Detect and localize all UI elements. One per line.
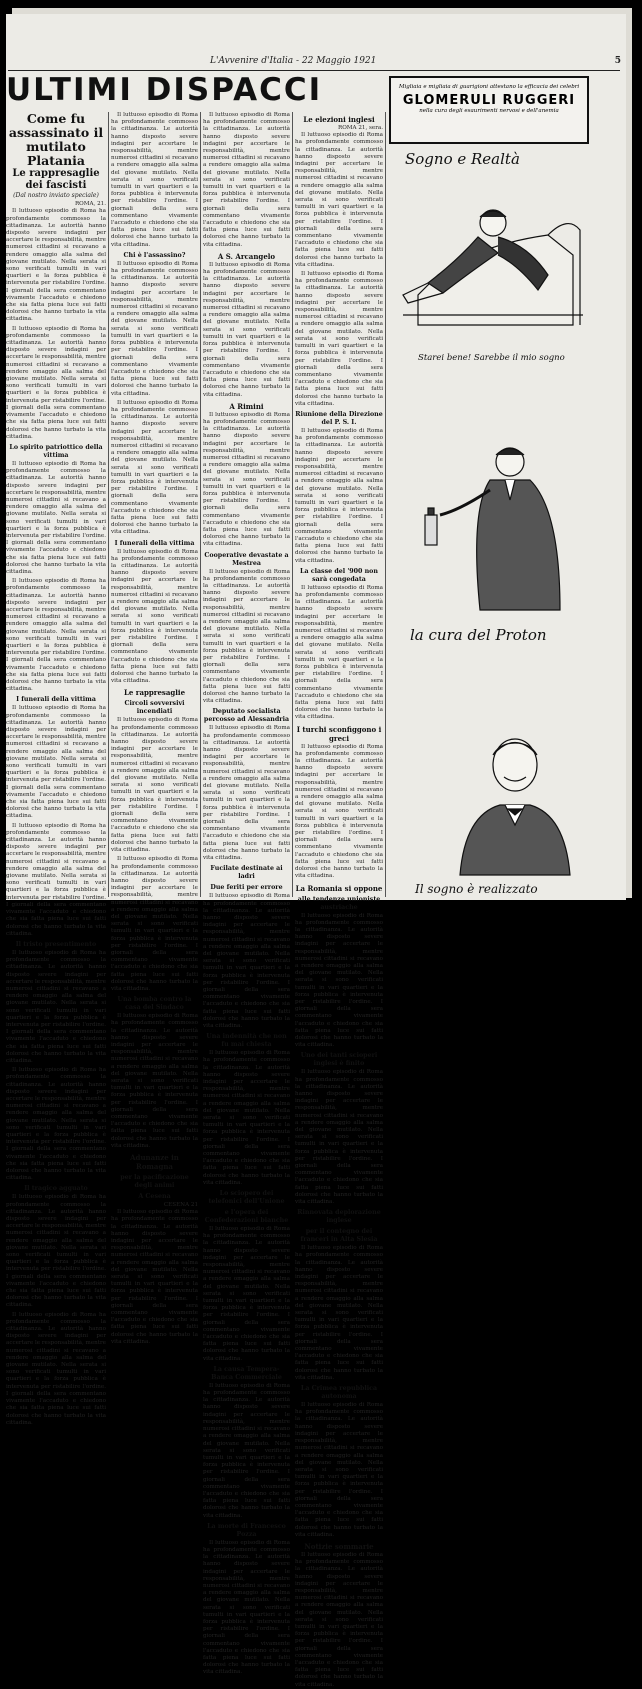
article-text: Il luttuoso episodio di Roma ha profondamente commosso la cittadinanza. Le autorità hanno disposto severe indagini per accertare le responsabilità, mentre numerosi cittadini si recavano a rendere omaggio alla salma del giovane mutilato. Nella serata si sono verificati tumulti in vari quartieri e la forza pubblica è intervenuta per ristabilire l'ordine. I giornali della sera commentano vivamente l'accaduto e chiedono che sia fatta piena luce sui fatti dolorosi che hanno turbato la vita cittadina. <box>6 1067 106 1182</box>
smiling-man-illustration <box>440 725 590 880</box>
section-heading: Le elezioni inglesi <box>303 115 375 124</box>
article-text: Il luttuoso episodio di Roma ha profondamente commosso la cittadinanza. Le autorità hanno disposto severe indagini per accertare le responsabilità, mentre numerosi cittadini si recavano a rendere omaggio alla salma del giovane mutilato. Nella serata si sono verificati tumulti in vari quartieri e la forza pubblica è intervenuta per ristabilire l'ordine. I giornali della sera commentano vivamente l'accaduto e chiedono che sia fatta piena luce sui fatti dolorosi che hanno turbato la vita cittadina. <box>111 548 198 685</box>
article-text: Il luttuoso episodio di Roma ha profondamente commosso la cittadinanza. Le autorità hanno disposto severe indagini per accertare le responsabilità, mentre numerosi cittadini si recavano a rendere omaggio alla salma del giovane mutilato. Nella serata si sono verificati tumulti in vari quartieri e la forza pubblica è intervenuta per ristabilire l'ordine. I giornali della sera commentano vivamente l'accaduto e chiedono che sia fatta piena luce sui fatti dolorosi che hanno turbato la vita cittadina. <box>295 1551 383 1688</box>
section-heading: Lo spirito patriottico della vittima <box>9 443 103 459</box>
ad-caption-2: la cura del Proton <box>410 626 547 644</box>
section-heading: Lo sciopero dei telefonici dell'Unione <box>208 1190 285 1206</box>
article-text: Il luttuoso episodio di Roma ha profondamente commosso la cittadinanza. Le autorità hanno disposto severe indagini per accertare le responsabilità, mentre numerosi cittadini si recavano a rendere omaggio alla salma del giovane mutilato. Nella serata si sono verificati tumulti in vari quartieri e la forza pubblica è intervenuta per ristabilire l'ordine. I giornali della sera commentano vivamente l'accaduto e chiedono che sia fatta piena luce sui fatti dolorosi che hanno turbato la vita cittadina. <box>203 1539 290 1676</box>
ad-top-line: Migliaia e migliaia di guarigioni attestano la efficacia dei celebri <box>398 84 580 90</box>
article-text: Il luttuoso episodio di Roma ha profondamente commosso la cittadinanza. Le autorità hanno disposto severe indagini per accertare le responsabilità, mentre numerosi cittadini si recavano a rendere omaggio alla salma del giovane mutilato. Nella serata si sono verificati tumulti in vari quartieri e la forza pubblica è intervenuta per ristabilire l'ordine. I giornali della sera commentano vivamente l'accaduto e chiedono che sia fatta piena luce sui fatti dolorosi che hanno turbato la vita cittadina. <box>295 912 383 1049</box>
article-text: Il luttuoso episodio di Roma ha profondamente commosso la cittadinanza. Le autorità hanno disposto severe indagini per accertare le responsabilità, mentre numerosi cittadini si recavano a rendere omaggio alla salma del giovane mutilato. Nella serata si sono verificati tumulti in vari quartieri e la forza pubblica è intervenuta per ristabilire l'ordine. I giornali della sera commentano vivamente l'accaduto e chiedono che sia fatta piena luce sui fatti dolorosi che hanno turbato la vita cittadina. <box>111 260 198 397</box>
reclining-man-illustration <box>398 175 588 350</box>
section-heading: A Cesena <box>138 1193 171 1201</box>
column-rule <box>108 112 109 897</box>
article-text: Il luttuoso episodio di Roma ha profondamente commosso la cittadinanza. Le autorità hanno disposto severe indagini per accertare le responsabilità, mentre numerosi cittadini si recavano a rendere omaggio alla salma del giovane mutilato. Nella serata si sono verificati tumulti in vari quartieri e la forza pubblica è intervenuta per ristabilire l'ordine. I giornali della sera commentano vivamente l'accaduto e chiedono che sia fatta piena luce sui fatti dolorosi che hanno turbato la vita cittadina. <box>6 208 106 323</box>
column-rule <box>200 112 201 897</box>
article-text: Il luttuoso episodio di Roma ha profondamente commosso la cittadinanza. Le autorità hanno disposto severe indagini per accertare le responsabilità, mentre numerosi cittadini si recavano a rendere omaggio alla salma del giovane mutilato. Nella serata si sono verificati tumulti in vari quartieri e la forza pubblica è intervenuta per ristabilire l'ordine. I giornali della sera commentano vivamente l'accaduto e chiedono che sia fatta piena luce sui fatti dolorosi che hanno turbato la vita cittadina. <box>203 725 290 862</box>
article-text: Il luttuoso episodio di Roma ha profondamente commosso la cittadinanza. Le autorità hanno disposto severe indagini per accertare le responsabilità, mentre numerosi cittadini si recavano a rendere omaggio alla salma del giovane mutilato. Nella serata si sono verificati tumulti in vari quartieri e la forza pubblica è intervenuta per ristabilire l'ordine. I giornali della sera commentano vivamente l'accaduto e chiedono che sia fatta piena luce sui fatti dolorosi che hanno turbato la vita cittadina. <box>295 427 383 564</box>
page-header <box>10 56 625 68</box>
section-heading: Le rappresaglie <box>123 688 186 698</box>
section-heading: I turchi sconfiggono i greci <box>296 724 382 743</box>
article-text: Il luttuoso episodio di Roma ha profondamente commosso la cittadinanza. Le autorità hanno disposto severe indagini per accertare le responsabilità, mentre numerosi cittadini si recavano a rendere omaggio alla salma del giovane mutilato. Nella serata si sono verificati tumulti in vari quartieri e la forza pubblica è intervenuta per ristabilire l'ordine. I giornali della sera commentano vivamente l'accaduto e chiedono che sia fatta piena luce sui fatti dolorosi che hanno turbato la vita cittadina. <box>203 568 290 705</box>
dateline: CESENA 21 <box>163 1202 198 1209</box>
article-text: Il luttuoso episodio di Roma ha profondamente commosso la cittadinanza. Le autorità hanno disposto severe indagini per accertare le responsabilità, mentre numerosi cittadini si recavano a rendere omaggio alla salma del giovane mutilato. Nella serata si sono verificati tumulti in vari quartieri e la forza pubblica è intervenuta per ristabilire l'ordine. I giornali della sera commentano vivamente l'accaduto e chiedono che sia fatta piena luce sui fatti dolorosi che hanno turbato la vita cittadina. <box>295 1069 383 1206</box>
section-heading: Una bomba contro la casa del Sindaco <box>117 996 192 1012</box>
article-text: Il luttuoso episodio di Roma ha profondamente commosso la cittadinanza. Le autorità hanno disposto severe indagini per accertare le responsabilità, mentre numerosi cittadini si recavano a rendere omaggio alla salma del giovane mutilato. Nella serata si sono verificati tumulti in vari quartieri e la forza pubblica è intervenuta per ristabilire l'ordine. I giornali della sera commentano vivamente l'accaduto e chiedono che sia fatta piena luce sui fatti dolorosi che hanno turbato la vita cittadina. <box>6 460 106 575</box>
article-text: Il luttuoso episodio di Roma ha profondamente commosso la cittadinanza. Le autorità hanno disposto severe indagini per accertare le responsabilità, mentre numerosi cittadini si recavano a rendere omaggio alla salma del giovane mutilato. Nella serata si sono verificati tumulti in vari quartieri e la forza pubblica è intervenuta per ristabilire l'ordine. I giornali della sera commentano vivamente l'accaduto e chiedono che sia fatta piena luce sui fatti dolorosi che hanno turbato la vita cittadina. <box>6 705 106 820</box>
section-heading: Fucilate destinate ai ladri <box>210 865 283 881</box>
article-text: Il luttuoso episodio di Roma ha profondamente commosso la cittadinanza. Le autorità hanno disposto severe indagini per accertare le responsabilità, mentre numerosi cittadini si recavano a rendere omaggio alla salma del giovane mutilato. Nella serata si sono verificati tumulti in vari quartieri e la forza pubblica è intervenuta per ristabilire l'ordine. I giornali della sera commentano vivamente l'accaduto e chiedono che sia fatta piena luce sui fatti dolorosi che hanno turbato la vita cittadina. <box>6 1194 106 1309</box>
main-subheadline: Le rappresaglie dei fascisti <box>12 168 100 191</box>
ad-caption-top: Sogno e Realtà <box>405 150 520 168</box>
section-heading: La Crimea repubblica autonoma <box>300 1385 378 1401</box>
article-text: Il luttuoso episodio di Roma ha profondamente commosso la cittadinanza. Le autorità hanno disposto severe indagini per accertare le responsabilità, mentre numerosi cittadini si recavano a rendere omaggio alla salma del giovane mutilato. Nella serata si sono verificati tumulti in vari quartieri e la forza pubblica è intervenuta per ristabilire l'ordine. I giornali della sera commentano vivamente l'accaduto e chiedono che sia fatta piena luce sui fatti dolorosi che hanno turbato la vita cittadina. <box>111 717 198 854</box>
section-heading: Deputato socialista percosso ad Alessandria <box>203 708 290 724</box>
section-heading: Notizie sommarie <box>304 1541 374 1551</box>
article-text: Il luttuoso episodio di Roma ha profondamente commosso la cittadinanza. Le autorità hanno disposto severe indagini per accertare le responsabilità, mentre numerosi cittadini si recavano a rendere omaggio alla salma del giovane mutilato. Nella serata si sono verificati tumulti in vari quartieri e la forza pubblica è intervenuta per ristabilire l'ordine. I giornali della sera commentano vivamente l'accaduto e chiedono che sia fatta piena luce sui fatti dolorosi che hanno turbato la vita cittadina. <box>6 822 106 937</box>
article-text: Il luttuoso episodio di Roma ha profondamente commosso la cittadinanza. Le autorità hanno disposto severe indagini per accertare le responsabilità, mentre numerosi cittadini si recavano a rendere omaggio alla salma del giovane mutilato. Nella serata si sono verificati tumulti in vari quartieri e la forza pubblica è intervenuta per ristabilire l'ordine. I giornali della sera commentano vivamente l'accaduto e chiedono che sia fatta piena luce sui fatti dolorosi che hanno turbato la vita cittadina. <box>295 1402 383 1538</box>
article-text: Il luttuoso episodio di Roma ha profondamente commosso la cittadinanza. Le autorità hanno disposto severe indagini per accertare le responsabilità, mentre numerosi cittadini si recavano a rendere omaggio alla salma del giovane mutilato. Nella serata si sono verificati tumulti in vari quartieri e la forza pubblica è intervenuta per ristabilire l'ordine. I giornali della sera commentano vivamente l'accaduto e chiedono che sia fatta piena luce sui fatti dolorosi che hanno turbato la vita cittadina. <box>6 578 106 693</box>
main-headline: Come fu assassinato il mutilato Platania <box>8 111 104 168</box>
article-text: Il luttuoso episodio di Roma ha profondamente commosso la cittadinanza. Le autorità hanno disposto severe indagini per accertare le responsabilità, mentre numerosi cittadini si recavano a rendere omaggio alla salma del giovane mutilato. Nella serata si sono verificati tumulti in vari quartieri e la forza pubblica è intervenuta per ristabilire l'ordine. I giornali della sera commentano vivamente l'accaduto e chiedono che sia fatta piena luce sui fatti dolorosi che hanno turbato la vita cittadina. <box>203 1226 290 1362</box>
article-text: Il luttuoso episodio di Roma ha profondamente commosso la cittadinanza. Le autorità hanno disposto severe indagini per accertare le responsabilità, mentre numerosi cittadini si recavano a rendere omaggio alla salma del giovane mutilato. Nella serata si sono verificati tumulti in vari quartieri e la forza pubblica è intervenuta per ristabilire l'ordine. I giornali della sera commentano vivamente l'accaduto e chiedono che sia fatta piena luce sui fatti dolorosi che hanno turbato la vita cittadina. <box>295 1245 383 1381</box>
section-heading: Il tristo presentimento <box>15 940 97 948</box>
article-text: Il luttuoso episodio di Roma ha profondamente commosso la cittadinanza. Le autorità hanno disposto severe indagini per accertare le responsabilità, mentre numerosi cittadini si recavano a rendere omaggio alla salma del giovane mutilato. Nella serata si sono verificati tumulti in vari quartieri e la forza pubblica è intervenuta per ristabilire l'ordine. I giornali della sera commentano vivamente l'accaduto e chiedono che sia fatta piena luce sui fatti dolorosi che hanno turbato la vita cittadina. <box>295 132 383 268</box>
article-text: Il luttuoso episodio di Roma ha profondamente commosso la cittadinanza. Le autorità hanno disposto severe indagini per accertare le responsabilità, mentre numerosi cittadini si recavano a rendere omaggio alla salma del giovane mutilato. Nella serata si sono verificati tumulti in vari quartieri e la forza pubblica è intervenuta per ristabilire l'ordine. I giornali della sera commentano vivamente l'accaduto e chiedono che sia fatta piena luce sui fatti dolorosi che hanno turbato la vita cittadina. <box>203 112 290 248</box>
section-heading: Adunanze in Romagna <box>130 1153 179 1172</box>
article-text: Il luttuoso episodio di Roma ha profondamente commosso la cittadinanza. Le autorità hanno disposto severe indagini per accertare le responsabilità, mentre numerosi cittadini si recavano a rendere omaggio alla salma del giovane mutilato. Nella serata si sono verificati tumulti in vari quartieri e la forza pubblica è intervenuta per ristabilire l'ordine. I giornali della sera commentano vivamente l'accaduto e chiedono che sia fatta piena luce sui fatti dolorosi che hanno turbato la vita cittadina. <box>6 325 106 440</box>
section-subheading: alle tendenze unioniste austriache <box>297 895 381 911</box>
man-with-bottle-illustration <box>410 440 580 615</box>
ad-brand: GLOMERULI RUGGERI <box>402 93 576 108</box>
column-4 <box>295 112 383 1688</box>
ad-header-box <box>389 76 589 144</box>
article-text: Il luttuoso episodio di Roma ha profondamente commosso la cittadinanza. Le autorità hanno disposto severe indagini per accertare le responsabilità, mentre numerosi cittadini si recavano a rendere omaggio alla salma del giovane mutilato. Nella serata si sono verificati tumulti in vari quartieri e la forza pubblica è intervenuta per ristabilire l'ordine. I giornali della sera commentano vivamente l'accaduto e chiedono che sia fatta piena luce sui fatti dolorosi che hanno turbato la vita cittadina. <box>295 271 383 407</box>
article-text: Il luttuoso episodio di Roma ha profondamente commosso la cittadinanza. Le autorità hanno disposto severe indagini per accertare le responsabilità, mentre numerosi cittadini si recavano a rendere omaggio alla salma del giovane mutilato. Nella serata si sono verificati tumulti in vari quartieri e la forza pubblica è intervenuta per ristabilire l'ordine. I giornali della sera commentano vivamente l'accaduto e chiedono che sia fatta piena luce sui fatti dolorosi che hanno turbato la vita cittadina. <box>111 399 198 536</box>
section-subheading: e l'opera dei Confederazioni bianche <box>204 1209 289 1225</box>
ad-bottom-line: nella cura degli esaurimenti nervosi e dell'anemia <box>419 108 559 114</box>
article-text: Il luttuoso episodio di Roma ha profondamente commosso la cittadinanza. Le autorità hanno disposto severe indagini per accertare le responsabilità, mentre numerosi cittadini si recavano a rendere omaggio alla salma del giovane mutilato. Nella serata si sono verificati tumulti in vari quartieri e la forza pubblica è intervenuta per ristabilire l'ordine. I giornali della sera commentano vivamente l'accaduto e chiedono che sia fatta piena luce sui fatti dolorosi che hanno turbato la vita cittadina. <box>295 584 383 721</box>
section-subheading: per il contegno dei franceri in Alta Slesia <box>300 1228 378 1244</box>
column-rule <box>385 112 386 897</box>
section-heading: La Romania si oppone <box>295 883 383 893</box>
column-1 <box>6 111 106 1426</box>
section-heading: Uno dei tanti scioperi inglesi è finito <box>300 1052 378 1068</box>
article-text: Il luttuoso episodio di Roma ha profondamente commosso la cittadinanza. Le autorità hanno disposto severe indagini per accertare le responsabilità, mentre numerosi cittadini si recavano a rendere omaggio alla salma del giovane mutilato. Nella serata si sono verificati tumulti in vari quartieri e la forza pubblica è intervenuta per ristabilire l'ordine. I giornali della sera commentano vivamente l'accaduto e chiedono che sia fatta piena luce sui fatti dolorosi che hanno turbato la vita cittadina. <box>203 1050 290 1186</box>
article-text: Il luttuoso episodio di Roma ha profondamente commosso la cittadinanza. Le autorità hanno disposto severe indagini per accertare le responsabilità, mentre numerosi cittadini si recavano a rendere omaggio alla salma del giovane mutilato. Nella serata si sono verificati tumulti in vari quartieri e la forza pubblica è intervenuta per ristabilire l'ordine. I giornali della sera commentano vivamente l'accaduto e chiedono che sia fatta piena luce sui fatti dolorosi che hanno turbato la vita cittadina. <box>111 856 198 992</box>
article-text: Il luttuoso episodio di Roma ha profondamente commosso la cittadinanza. Le autorità hanno disposto severe indagini per accertare le responsabilità, mentre numerosi cittadini si recavano a rendere omaggio alla salma del giovane mutilato. Nella serata si sono verificati tumulti in vari quartieri e la forza pubblica è intervenuta per ristabilire l'ordine. I giornali della sera commentano vivamente l'accaduto e chiedono che sia fatta piena luce sui fatti dolorosi che hanno turbato la vita cittadina. <box>111 1209 198 1345</box>
dateline: ROMA 21, sera. <box>338 125 383 131</box>
column-2 <box>111 112 198 1345</box>
section-heading: Chi è l'assassino? <box>123 251 186 259</box>
section-heading: A S. Arcangelo <box>217 251 276 261</box>
ad-caption-1: Starei bene! Sarebbe il mio sogno <box>418 353 565 363</box>
section-heading: La morte di Francesco Pozza <box>207 1522 286 1538</box>
dateline: ROMA, 21. <box>74 201 106 208</box>
section-heading: Una indennità che non fu mai chiesta <box>206 1033 287 1049</box>
page-number: 5 <box>614 56 621 66</box>
section-heading: I funerali della vittima <box>114 539 195 547</box>
article-text: Il luttuoso episodio di Roma ha profondamente commosso la cittadinanza. Le autorità hanno disposto severe indagini per accertare le responsabilità, mentre numerosi cittadini si recavano a rendere omaggio alla salma del giovane mutilato. Nella serata si sono verificati tumulti in vari quartieri e la forza pubblica è intervenuta per ristabilire l'ordine. I giornali della sera commentano vivamente l'accaduto e chiedono che sia fatta piena luce sui fatti dolorosi che hanno turbato la vita cittadina. <box>111 112 198 248</box>
article-text: Il luttuoso episodio di Roma ha profondamente commosso la cittadinanza. Le autorità hanno disposto severe indagini per accertare le responsabilità, mentre numerosi cittadini si recavano a rendere omaggio alla salma del giovane mutilato. Nella serata si sono verificati tumulti in vari quartieri e la forza pubblica è intervenuta per ristabilire l'ordine. I giornali della sera commentano vivamente l'accaduto e chiedono che sia fatta piena luce sui fatti dolorosi che hanno turbato la vita cittadina. <box>295 743 383 880</box>
column-rule <box>292 112 293 897</box>
section-heading: Riunione della Direzione del P. S. I. <box>295 410 383 426</box>
section-heading: A Rimini <box>229 401 264 411</box>
article-text: Il luttuoso episodio di Roma ha profondamente commosso la cittadinanza. Le autorità hanno disposto severe indagini per accertare le responsabilità, mentre numerosi cittadini si recavano a rendere omaggio alla salma del giovane mutilato. Nella serata si sono verificati tumulti in vari quartieri e la forza pubblica è intervenuta per ristabilire l'ordine. I giornali della sera commentano vivamente l'accaduto e chiedono che sia fatta piena luce sui fatti dolorosi che hanno turbato la vita cittadina. <box>203 1382 290 1519</box>
section-heading: La classe del '900 non sarà congedata <box>300 567 378 583</box>
article-text: Il luttuoso episodio di Roma ha profondamente commosso la cittadinanza. Le autorità hanno disposto severe indagini per accertare le responsabilità, mentre numerosi cittadini si recavano a rendere omaggio alla salma del giovane mutilato. Nella serata si sono verificati tumulti in vari quartieri e la forza pubblica è intervenuta per ristabilire l'ordine. I giornali della sera commentano vivamente l'accaduto e chiedono che sia fatta piena luce sui fatti dolorosi che hanno turbato la vita cittadina. <box>203 261 290 398</box>
banner-title: ULTIMI DISPACCI <box>6 72 323 108</box>
section-subheading: per la pacificazione degli animi <box>120 1174 189 1190</box>
article-text: Il luttuoso episodio di Roma ha profondamente commosso la cittadinanza. Le autorità hanno disposto severe indagini per accertare le responsabilità, mentre numerosi cittadini si recavano a rendere omaggio alla salma del giovane mutilato. Nella serata si sono verificati tumulti in vari quartieri e la forza pubblica è intervenuta per ristabilire l'ordine. I giornali della sera commentano vivamente l'accaduto e chiedono che sia fatta piena luce sui fatti dolorosi che hanno turbato la vita cittadina. <box>6 1311 106 1426</box>
date-line: L'Avvenire d'Italia - 22 Maggio 1921 <box>210 56 377 66</box>
section-heading: Cooperative devastate a Mestrea <box>204 551 289 567</box>
article-text: Il luttuoso episodio di Roma ha profondamente commosso la cittadinanza. Le autorità hanno disposto severe indagini per accertare le responsabilità, mentre numerosi cittadini si recavano a rendere omaggio alla salma del giovane mutilato. Nella serata si sono verificati tumulti in vari quartieri e la forza pubblica è intervenuta per ristabilire l'ordine. I giornali della sera commentano vivamente l'accaduto e chiedono che sia fatta piena luce sui fatti dolorosi che hanno turbato la vita cittadina. <box>203 411 290 548</box>
section-heading: Il tragico agguato <box>24 1185 88 1193</box>
section-heading: La causa Tempera-Banca Commerciale <box>211 1365 282 1381</box>
article-text: Il luttuoso episodio di Roma ha profondamente commosso la cittadinanza. Le autorità hanno disposto severe indagini per accertare le responsabilità, mentre numerosi cittadini si recavano a rendere omaggio alla salma del giovane mutilato. Nella serata si sono verificati tumulti in vari quartieri e la forza pubblica è intervenuta per ristabilire l'ordine. I giornali della sera commentano vivamente l'accaduto e chiedono che sia fatta piena luce sui fatti dolorosi che hanno turbato la vita cittadina. <box>6 949 106 1064</box>
byline: (Dal nostro inviato speciale) <box>13 192 99 199</box>
ad-caption-3: Il sogno è realizzato <box>415 882 538 896</box>
article-text: Il luttuoso episodio di Roma ha profondamente commosso la cittadinanza. Le autorità hanno disposto severe indagini per accertare le responsabilità, mentre numerosi cittadini si recavano a rendere omaggio alla salma del giovane mutilato. Nella serata si sono verificati tumulti in vari quartieri e la forza pubblica è intervenuta per ristabilire l'ordine. I giornali della sera commentano vivamente l'accaduto e chiedono che sia fatta piena luce sui fatti dolorosi che hanno turbato la vita cittadina. <box>203 893 290 1029</box>
section-subheading: Due feriti per errore <box>210 884 283 892</box>
article-text: Il luttuoso episodio di Roma ha profondamente commosso la cittadinanza. Le autorità hanno disposto severe indagini per accertare le responsabilità, mentre numerosi cittadini si recavano a rendere omaggio alla salma del giovane mutilato. Nella serata si sono verificati tumulti in vari quartieri e la forza pubblica è intervenuta per ristabilire l'ordine. I giornali della sera commentano vivamente l'accaduto e chiedono che sia fatta piena luce sui fatti dolorosi che hanno turbato la vita cittadina. <box>111 1013 198 1149</box>
column-3 <box>203 112 290 1676</box>
section-heading: I funerali della vittima <box>16 696 96 704</box>
header-rule <box>8 70 620 71</box>
section-subheading: Circoli sovversivi incendiati <box>124 700 185 716</box>
section-heading: Rinnovata deplorazione inglese <box>297 1209 381 1225</box>
